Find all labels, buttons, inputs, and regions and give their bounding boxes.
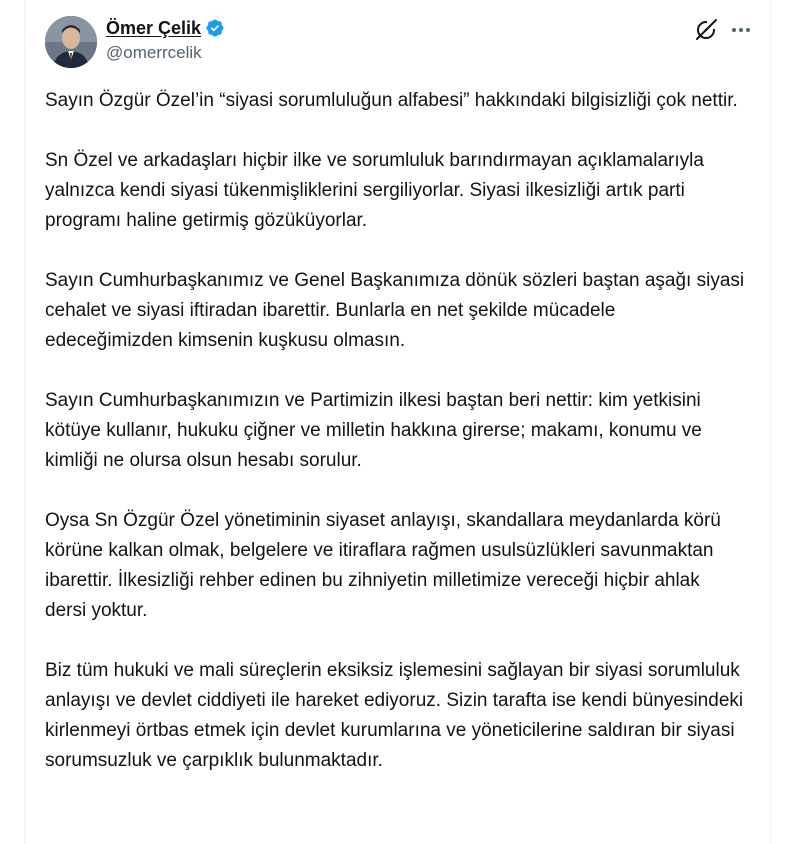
more-options-icon[interactable] <box>728 17 754 43</box>
avatar[interactable] <box>45 16 97 68</box>
profile-photo-icon <box>45 16 97 68</box>
tweet-paragraph: Oysa Sn Özgür Özel yönetiminin siyaset anlayışı, skandallara meydanlarda körü körüne kalkan olmak, belgelere ve itiraflara rağmen usulsüzlükleri savunmaktan ibarettir. İlkesizliği rehber edinen bu zihniyetin milletimize vereceği hiçbir ahlak dersi yoktur. <box>45 510 721 621</box>
tweet-card <box>24 0 771 844</box>
dot-icon <box>732 28 736 32</box>
author-handle[interactable]: @omerrcelik <box>106 43 202 62</box>
tweet-paragraph: Sayın Özgür Özel’in “siyasi sorumluluğun alfabesi” hakkındaki bilgisizliği çok nettir. <box>45 90 738 111</box>
tweet-paragraph: Biz tüm hukuki ve mali süreçlerin eksiksiz işlemesini sağlayan bir siyasi sorumluluk anlayışı ve devlet ciddiyeti ile hareket ediyoruz. Sizin tarafta ise kendi bünyesindeki kirlenmeyi örtbas etmek için devlet kurumlarına ve yöneticilerine saldıran bir siyasi sorumsuzluk ve çarpıklık bulunmaktadır. <box>45 660 744 771</box>
author-name-row <box>106 16 225 40</box>
dot-icon <box>746 28 750 32</box>
author-display-name[interactable]: Ömer Çelik <box>106 18 202 38</box>
tweet-text <box>45 86 745 806</box>
grok-icon[interactable] <box>693 17 719 43</box>
dot-icon <box>739 28 743 32</box>
verified-badge-icon <box>205 18 225 38</box>
tweet-paragraph: Sn Özel ve arkadaşları hiçbir ilke ve sorumluluk barındırmayan açıklamalarıyla yalnızca kendi siyasi tükenmişliklerini sergiliyorlar. Siyasi ilkesizliği artık parti programı haline getirmiş gözüküyorlar. <box>45 150 704 231</box>
tweet-paragraph: Sayın Cumhurbaşkanımızın ve Partimizin ilkesi baştan beri nettir: kim yetkisini kötüye kullanır, hukuku çiğner ve milletin hakkına girerse; makamı, konumu ve kimliği ne olursa olsun hesabı sorulur. <box>45 390 702 471</box>
tweet-paragraph: Sayın Cumhurbaşkanımız ve Genel Başkanımıza dönük sözleri baştan aşağı siyasi cehalet ve siyasi iftiradan ibarettir. Bunlarla en net şekilde mücadele edeceğimizden kimsenin kuşkusu olmasın. <box>45 270 745 351</box>
